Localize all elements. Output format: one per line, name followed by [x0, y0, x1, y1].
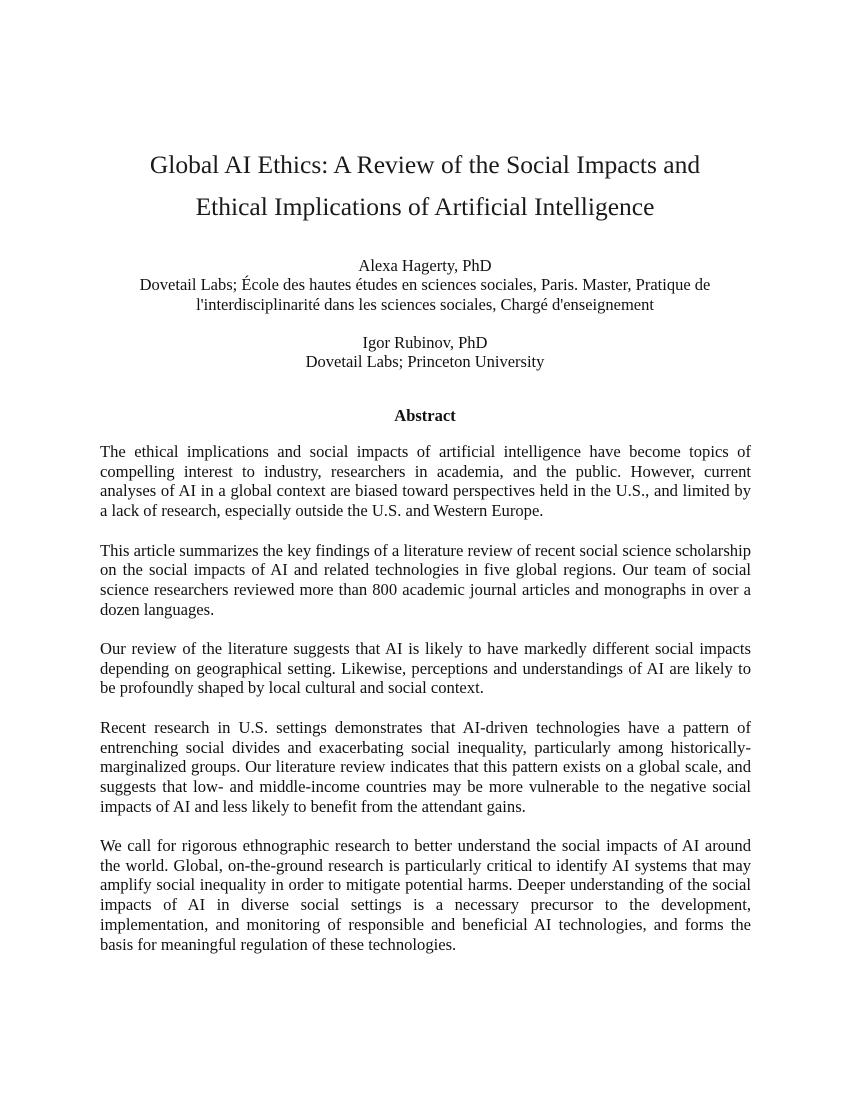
author-1: [60, 256, 790, 314]
abstract-paragraph: This article summarizes the key findings of a literature review of recent social science scholarship on the social impacts of AI and related technologies in five global regions. Our team of social science researchers reviewed more than 800 academic journal articles and monographs in over a dozen languages.: [100, 540, 751, 619]
abstract-paragraph: Recent research in U.S. settings demonstrates that AI-driven technologies have a pattern of entrenching social divides and exacerbating social inequality, particularly among historically-marginalized groups. Our literature review indicates that this pattern exists on a global scale, and suggests that low- and middle-income countries may be more vulnerable to the negative social impacts of AI and less likely to benefit from the attendant gains.: [100, 717, 751, 816]
abstract-body: [100, 442, 751, 974]
abstract-paragraph: Our review of the literature suggests that AI is likely to have markedly different social impacts depending on geographical setting. Likewise, perceptions and understandings of AI are likely to be profoundly shaped by local cultural and social context.: [100, 639, 751, 698]
author-affiliation: Dovetail Labs; Princeton University: [305, 352, 545, 372]
title-line: Global AI Ethics: A Review of the Social Impacts and: [149, 150, 701, 179]
paper-title: [60, 144, 790, 228]
abstract-heading: Abstract: [394, 406, 456, 425]
author-affiliation: l'interdisciplinarité dans les sciences sociales, Chargé d'enseignement: [196, 294, 654, 314]
author-name: Igor Rubinov, PhD: [362, 333, 488, 353]
abstract-paragraph: We call for rigorous ethnographic research to better understand the social impacts of AI around the world. Global, on-the-ground research is particularly critical to identify AI systems that may amplify social inequality in order to mitigate potential harms. Deeper understanding of the social impacts of AI in diverse social settings is a necessary precursor to the development, implementation, and monitoring of responsible and beneficial AI technologies, and forms the basis for meaningful regulation of these technologies.: [100, 836, 751, 954]
author-name: Alexa Hagerty, PhD: [358, 256, 492, 275]
author-2: [60, 333, 790, 372]
author-block: [60, 256, 790, 391]
title-line: Ethical Implications of Artificial Intelligence: [195, 192, 655, 221]
author-affiliation: Dovetail Labs; École des hautes études en sciences sociales, Paris. Master, Pratique de: [139, 275, 711, 295]
abstract-paragraph: The ethical implications and social impacts of artificial intelligence have become topics of compelling interest to industry, researchers in academia, and the public. However, current analyses of AI in a global context are biased toward perspectives held in the U.S., and limited by a lack of research, especially outside the U.S. and Western Europe.: [100, 442, 751, 521]
